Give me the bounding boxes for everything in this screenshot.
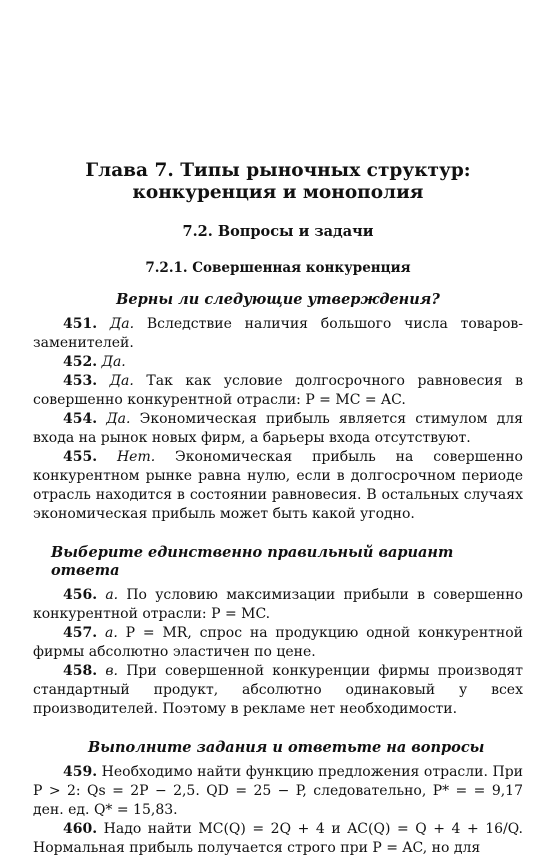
- answer-item: [33, 763, 523, 820]
- item-text: Экономическая прибыль является стимулом для входа на рынок новых фирм, а барьеры входа отсутствуют.: [33, 411, 524, 446]
- item-number: 458.: [63, 663, 98, 679]
- block3-heading: Выполните задания и ответьте на вопросы: [88, 739, 485, 756]
- section-title: 7.2. Вопросы и задачи: [182, 223, 374, 240]
- item-answer: Нет.: [116, 449, 156, 465]
- block2-heading: Выберите единственно правильный вариант ответа: [51, 544, 454, 579]
- subsection-title: 7.2.1. Совершенная конкуренция: [145, 260, 411, 276]
- answer-item: [33, 353, 523, 372]
- item-answer: а.: [104, 625, 118, 641]
- item-text: Так как условие долгосрочного равновесия в совершенно конкурентной отрасли: P = MC = AC.: [33, 373, 523, 408]
- item-text: Надо найти MC(Q) = 2Q + 4 и AC(Q) = Q + 4 + 16/Q. Нормальная прибыль получается строго при P = AC, но для: [33, 821, 523, 856]
- answer-item: [33, 372, 523, 410]
- item-answer: а.: [105, 587, 119, 603]
- item-number: 456.: [63, 587, 98, 603]
- item-number: 457.: [63, 625, 98, 641]
- block1-heading: Верны ли следующие утверждения?: [116, 291, 440, 308]
- item-answer: в.: [105, 663, 118, 679]
- answer-item: [33, 315, 523, 353]
- item-text: Экономическая прибыль на совершенно конкурентном рынке равна нулю, если в долгосрочном периоде отрасль находится в состоянии равновесия. В остальных случаях экономическая прибыль может быть какой угодно.: [33, 449, 523, 522]
- page-content: [33, 160, 523, 858]
- item-text: P = MR, спрос на продукцию одной конкурентной фирмы абсолютно эластичен по цене.: [33, 625, 524, 660]
- block1-items: [33, 315, 523, 524]
- item-number: 453.: [63, 373, 98, 389]
- chapter-title: [33, 160, 523, 204]
- item-answer: Да.: [109, 373, 134, 389]
- item-text: По условию максимизации прибыли в совершенно конкурентной отрасли: P = MC.: [33, 587, 523, 622]
- item-number: 459.: [63, 764, 98, 780]
- answer-item: [33, 448, 523, 524]
- answer-item: [33, 586, 523, 624]
- item-number: 451.: [63, 316, 98, 332]
- answer-item: [33, 662, 523, 719]
- item-answer: Да.: [106, 411, 131, 427]
- item-answer: Да.: [101, 354, 126, 370]
- item-text: При совершенной конкуренции фирмы производят стандартный продукт, абсолютно одинаковый у всех производителей. Поэтому в рекламе нет необходимости.: [33, 663, 524, 717]
- answer-item: [33, 624, 523, 662]
- answer-item: [33, 410, 523, 448]
- item-text: Необходимо найти функцию предложения отрасли. При P > 2: Qs = 2P − 2,5. QD = 25 − P, следовательно, P* = = 9,17 ден. ед. Q* = 15,83.: [33, 764, 523, 818]
- item-answer: Да.: [109, 316, 135, 332]
- item-number: 460.: [63, 821, 98, 837]
- item-number: 454.: [63, 411, 98, 427]
- block2-items: [33, 586, 523, 719]
- answer-item: [33, 820, 523, 858]
- item-number: 455.: [63, 449, 98, 465]
- chapter-title-line2: конкуренция и монополия: [132, 182, 424, 203]
- item-text: Вследствие наличия большого числа товаров-заменителей.: [33, 316, 523, 351]
- chapter-title-line1: Глава 7. Типы рыночных структур:: [85, 160, 471, 181]
- block3-items: [33, 763, 523, 858]
- item-number: 452.: [63, 354, 98, 370]
